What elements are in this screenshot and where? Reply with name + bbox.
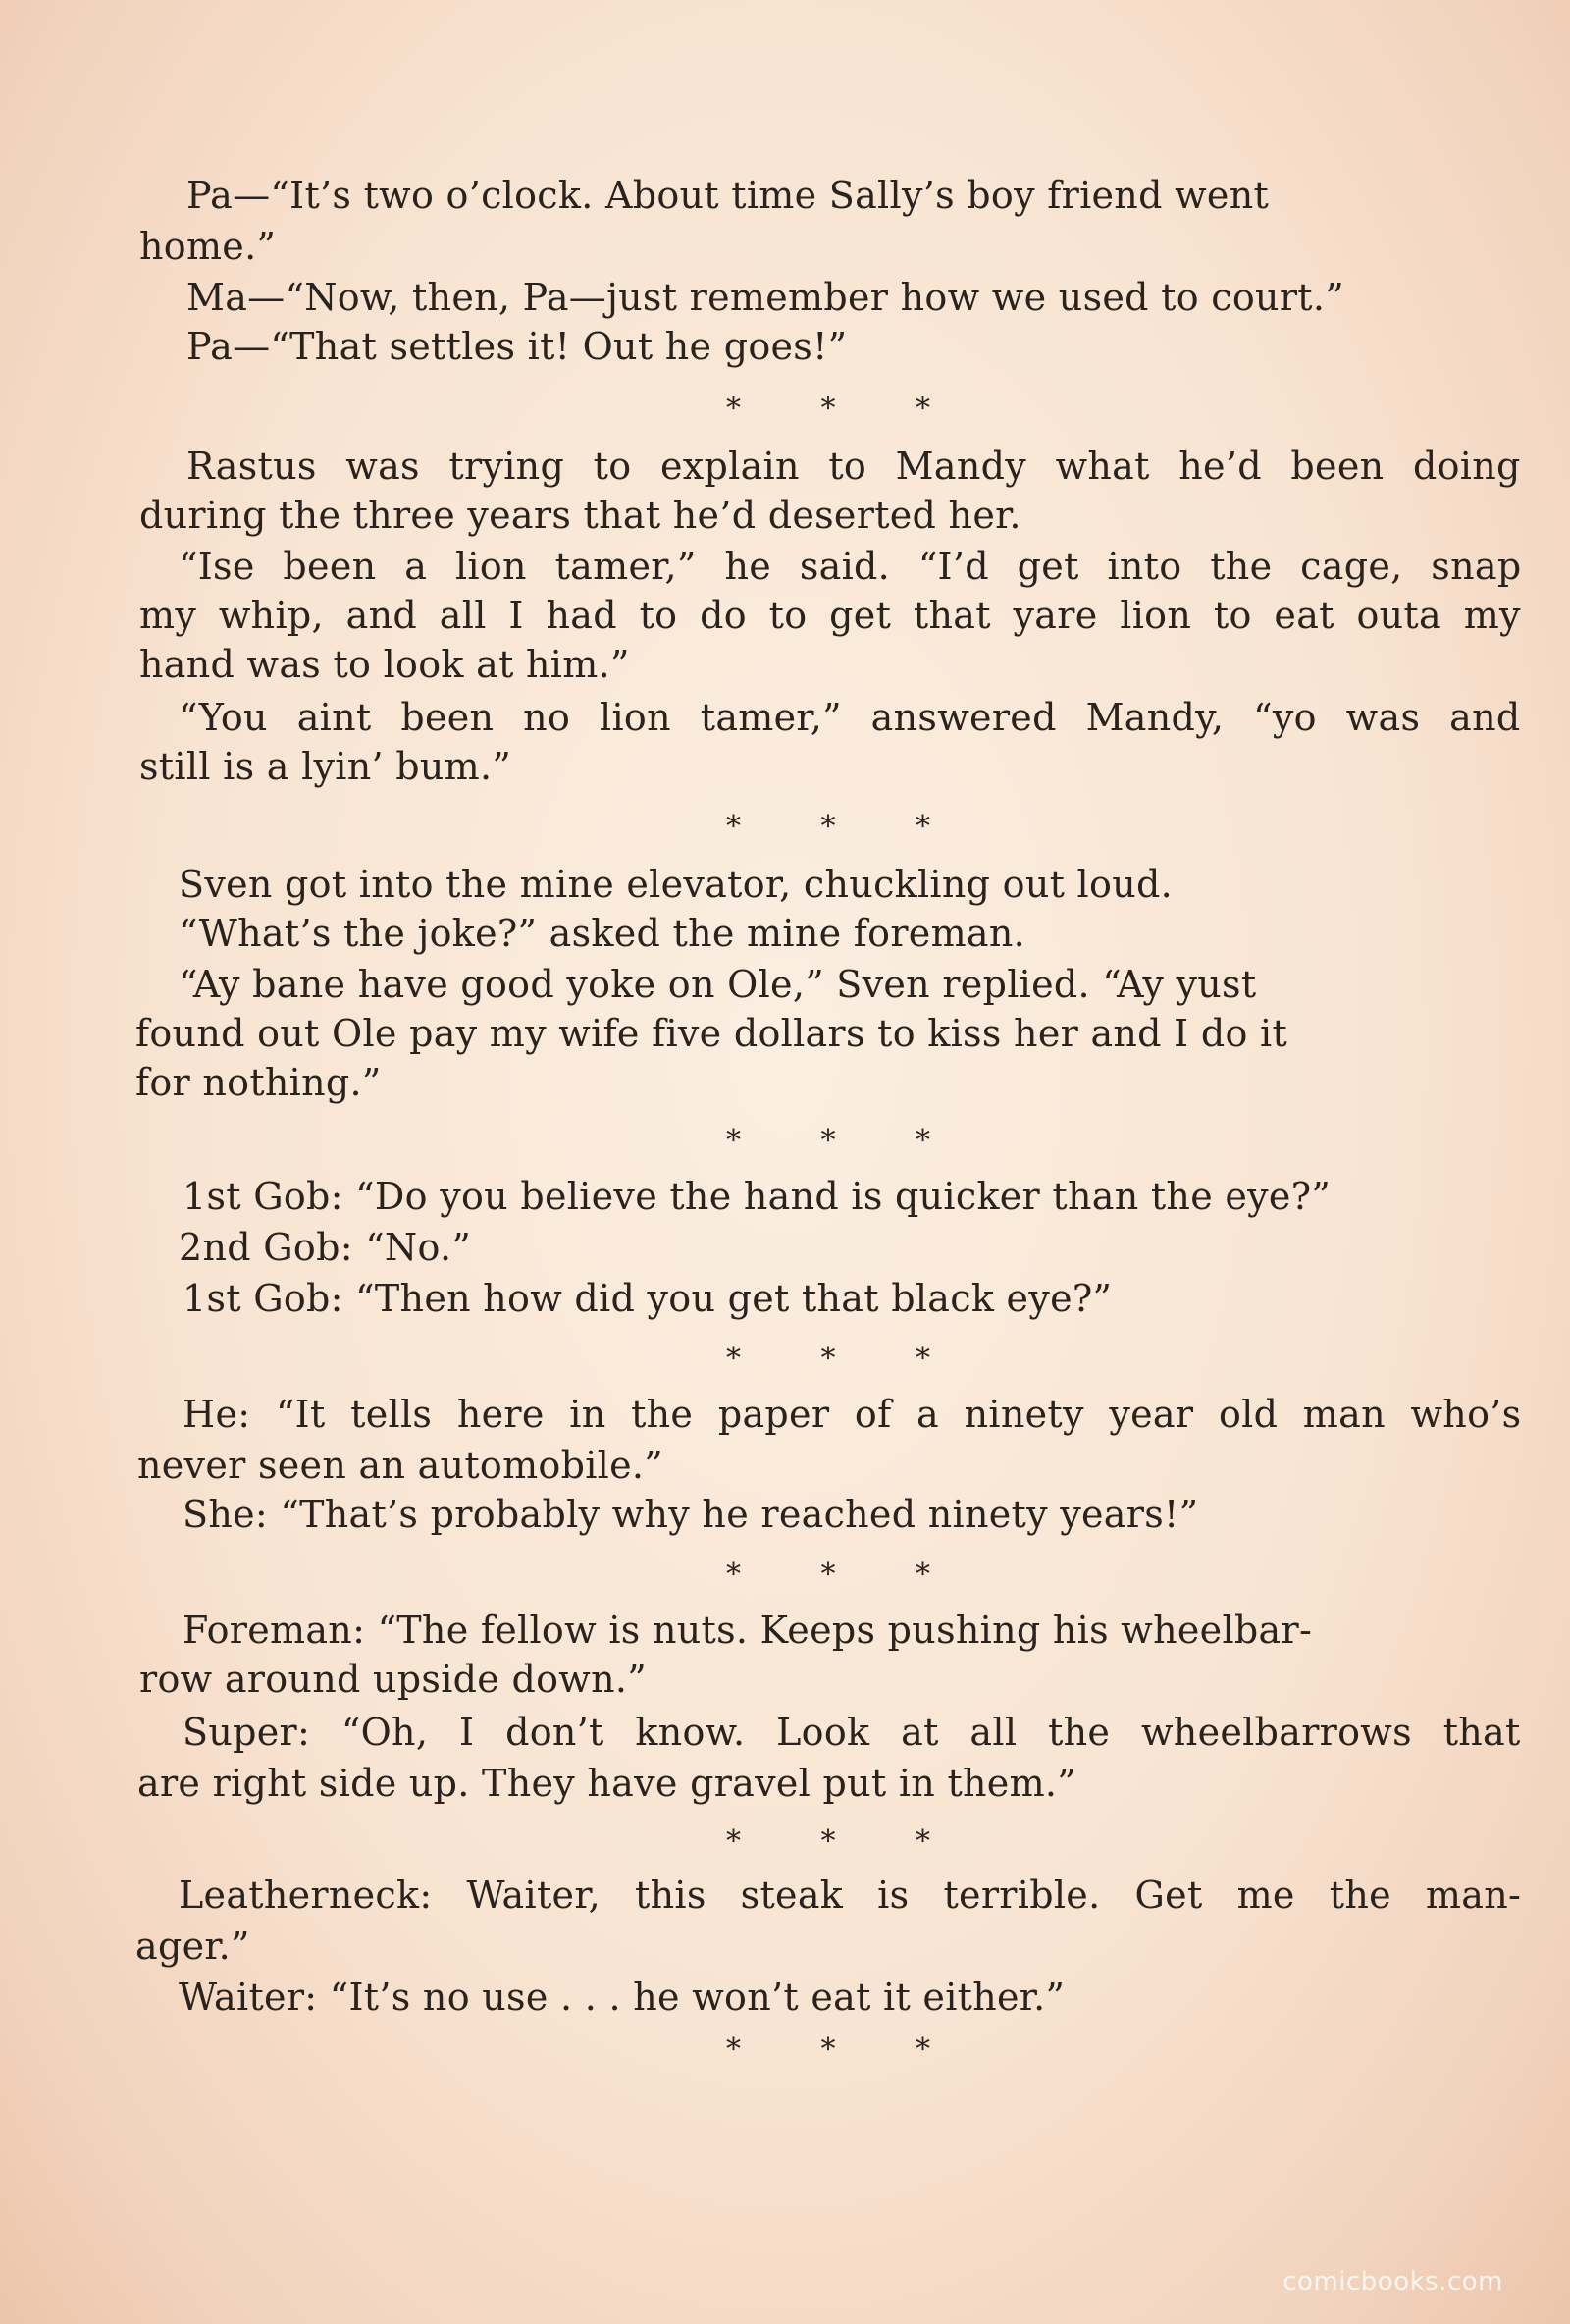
joke-line: 1st Gob: “Do you believe the hand is quicker than the eye?” bbox=[183, 1175, 1332, 1218]
joke-line: Foreman: “The fellow is nuts. Keeps pushing his wheelbar- bbox=[183, 1609, 1313, 1652]
joke-line: home.” bbox=[139, 225, 277, 268]
joke-line: Waiter: “It’s no use . . . he won’t eat it either.” bbox=[179, 1976, 1066, 2019]
joke-line: Sven got into the mine elevator, chuckling out loud. bbox=[179, 863, 1173, 906]
joke-line: He: “It tells here in the paper of a ninety year old man who’s bbox=[183, 1393, 1522, 1436]
joke-line: “Ay bane have good yoke on Ole,” Sven replied. “Ay yust bbox=[179, 963, 1257, 1006]
joke-line: She: “That’s probably why he reached ninety years!” bbox=[183, 1493, 1199, 1536]
joke-line: during the three years that he’d deserted her. bbox=[139, 494, 1021, 537]
joke-line: Pa—“That settles it! Out he goes!” bbox=[186, 325, 848, 368]
joke-line: Pa—“It’s two o’clock. About time Sally’s boy friend went bbox=[186, 174, 1270, 217]
joke-line: Leatherneck: Waiter, this steak is terrible. Get me the man- bbox=[179, 1874, 1522, 1917]
section-separator: * * * bbox=[725, 1124, 967, 1158]
joke-line: Super: “Oh, I don’t know. Look at all the wheelbarrows that bbox=[183, 1711, 1521, 1754]
joke-line: row around upside down.” bbox=[139, 1658, 647, 1701]
joke-line: for nothing.” bbox=[135, 1061, 382, 1104]
joke-line: Rastus was trying to explain to Mandy what he’d been doing bbox=[186, 445, 1521, 488]
joke-line: hand was to look at him.” bbox=[139, 643, 630, 686]
joke-line: 1st Gob: “Then how did you get that black eye?” bbox=[183, 1277, 1113, 1320]
joke-line: Ma—“Now, then, Pa—just remember how we used to court.” bbox=[186, 276, 1344, 319]
section-separator: * * * bbox=[725, 392, 967, 426]
joke-line: found out Ole pay my wife five dollars to kiss her and I do it bbox=[135, 1012, 1288, 1055]
joke-line: never seen an automobile.” bbox=[137, 1444, 664, 1487]
section-separator: * * * bbox=[725, 810, 967, 844]
joke-line: still is a lyin’ bum.” bbox=[139, 745, 512, 788]
joke-line: are right side up. They have gravel put in them.” bbox=[137, 1762, 1077, 1805]
section-separator: * * * bbox=[725, 1824, 967, 1859]
joke-line: “Ise been a lion tamer,” he said. “I’d get into the cage, snap bbox=[179, 545, 1522, 588]
section-separator: * * * bbox=[725, 1342, 967, 1376]
joke-line: my whip, and all I had to do to get that yare lion to eat outa my bbox=[139, 594, 1521, 637]
joke-line: 2nd Gob: “No.” bbox=[179, 1226, 472, 1269]
section-separator: * * * bbox=[725, 1558, 967, 1592]
joke-line: ager.” bbox=[135, 1925, 250, 1968]
joke-line: “You aint been no lion tamer,” answered Mandy, “yo was and bbox=[179, 696, 1521, 739]
joke-line: “What’s the joke?” asked the mine foreman. bbox=[179, 912, 1026, 955]
joke-page bbox=[135, 165, 1521, 2128]
section-separator: * * * bbox=[725, 2033, 967, 2067]
site-watermark: comicbooks.com bbox=[1282, 2267, 1503, 2297]
